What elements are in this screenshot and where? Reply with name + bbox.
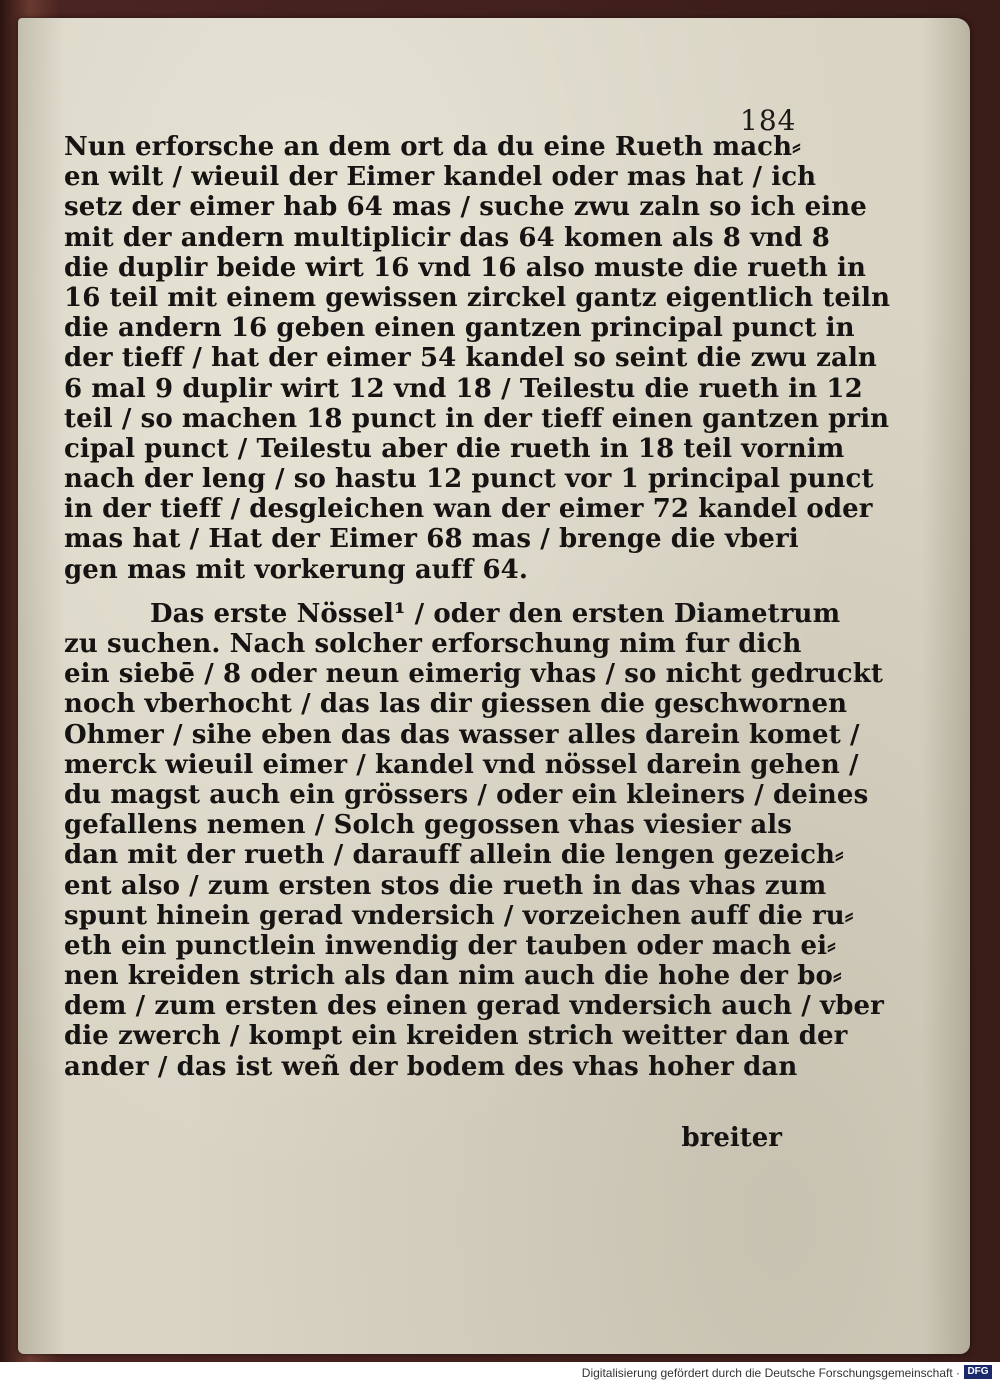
text-line: en wilt / wieuil der Eimer kandel oder mas hat / ich xyxy=(64,162,817,193)
catchword: breiter xyxy=(681,1123,782,1153)
text-line: spunt hinein gerad vndersich / vorzeichen auff die ru⸗ xyxy=(64,900,854,931)
text-line: mas hat / Hat der Eimer 68 mas / brenge die vberi xyxy=(64,524,799,555)
text-line: gen mas mit vorkerung auff 64. xyxy=(64,554,529,585)
footer-credit: Digitalisierung gefördert durch die Deutsche Forschungsgemeinschaft · xyxy=(581,1366,960,1380)
text-line: ein siebē / 8 oder neun eimerig vhas / so nicht gedruckt xyxy=(64,659,883,690)
text-line: 6 mal 9 duplir wirt 12 vnd 18 / Teilestu die rueth in 12 xyxy=(64,373,863,404)
text-line: du magst auch ein grössers / oder ein kleiners / deines xyxy=(64,779,869,810)
text-line: 16 teil mit einem gewissen zirckel gantz eigentlich teiln xyxy=(64,282,891,313)
text-line: dem / zum ersten des einen gerad vndersich auch / vber xyxy=(64,991,884,1022)
text-line: ent also / zum ersten stos die rueth in das vhas zum xyxy=(64,870,827,901)
text-line: Ohmer / sihe eben das das wasser alles darein komet / xyxy=(64,719,860,750)
text-line: dan mit der rueth / darauff allein die lengen gezeich⸗ xyxy=(64,840,844,871)
text-line: zu suchen. Nach solcher erforschung nim fur dich xyxy=(64,629,802,659)
page-number: 184 xyxy=(740,104,797,137)
text-line: gefallens nemen / Solch gegossen vhas viesier als xyxy=(64,810,792,841)
text-line: in der tieff / desgleichen wan der eimer 72 kandel oder xyxy=(64,494,873,525)
text-line: cipal punct / Teilestu aber die rueth in 18 teil vornim xyxy=(64,433,845,464)
text-line: ander / das ist weñ der bodem des vhas hoher dan xyxy=(64,1051,798,1082)
text-line: die zwerch / kompt ein kreiden strich weitter dan der xyxy=(64,1021,848,1052)
text-line: Nun erforsche an dem ort da du eine Rueth mach⸗ xyxy=(64,132,801,162)
paragraph-2 xyxy=(64,598,884,1082)
text-line: mit der andern multiplicir das 64 komen als 8 vnd 8 xyxy=(64,222,830,253)
text-line: nach der leng / so hastu 12 punct vor 1 principal punct xyxy=(64,464,874,495)
text-line: noch vberhocht / das las dir giessen die geschwornen xyxy=(64,689,848,720)
paragraph-1 xyxy=(64,132,891,585)
text-line: merck wieuil eimer / kandel vnd nössel darein gehen / xyxy=(64,749,859,780)
text-line: nen kreiden strich als dan nim auch die hohe der bo⸗ xyxy=(64,961,842,992)
text-block xyxy=(64,132,891,1082)
paragraph-gap xyxy=(64,585,792,599)
text-line: die duplir beide wirt 16 vnd 16 also muste die rueth in xyxy=(64,252,866,283)
dfg-logo: DFG xyxy=(964,1365,992,1379)
text-line: setz der eimer hab 64 mas / suche zwu zaln so ich eine xyxy=(64,192,867,223)
text-line: die andern 16 geben einen gantzen principal punct in xyxy=(64,313,855,344)
text-line: der tieff / hat der eimer 54 kandel so seint die zwu zaln xyxy=(64,343,877,374)
text-line: Das erste Nössel¹ / oder den ersten Diametrum xyxy=(150,598,841,629)
text-line: teil / so machen 18 punct in der tieff einen gantzen prin xyxy=(64,403,890,434)
text-line: eth ein punctlein inwendig der tauben oder mach ei⸗ xyxy=(64,930,836,961)
